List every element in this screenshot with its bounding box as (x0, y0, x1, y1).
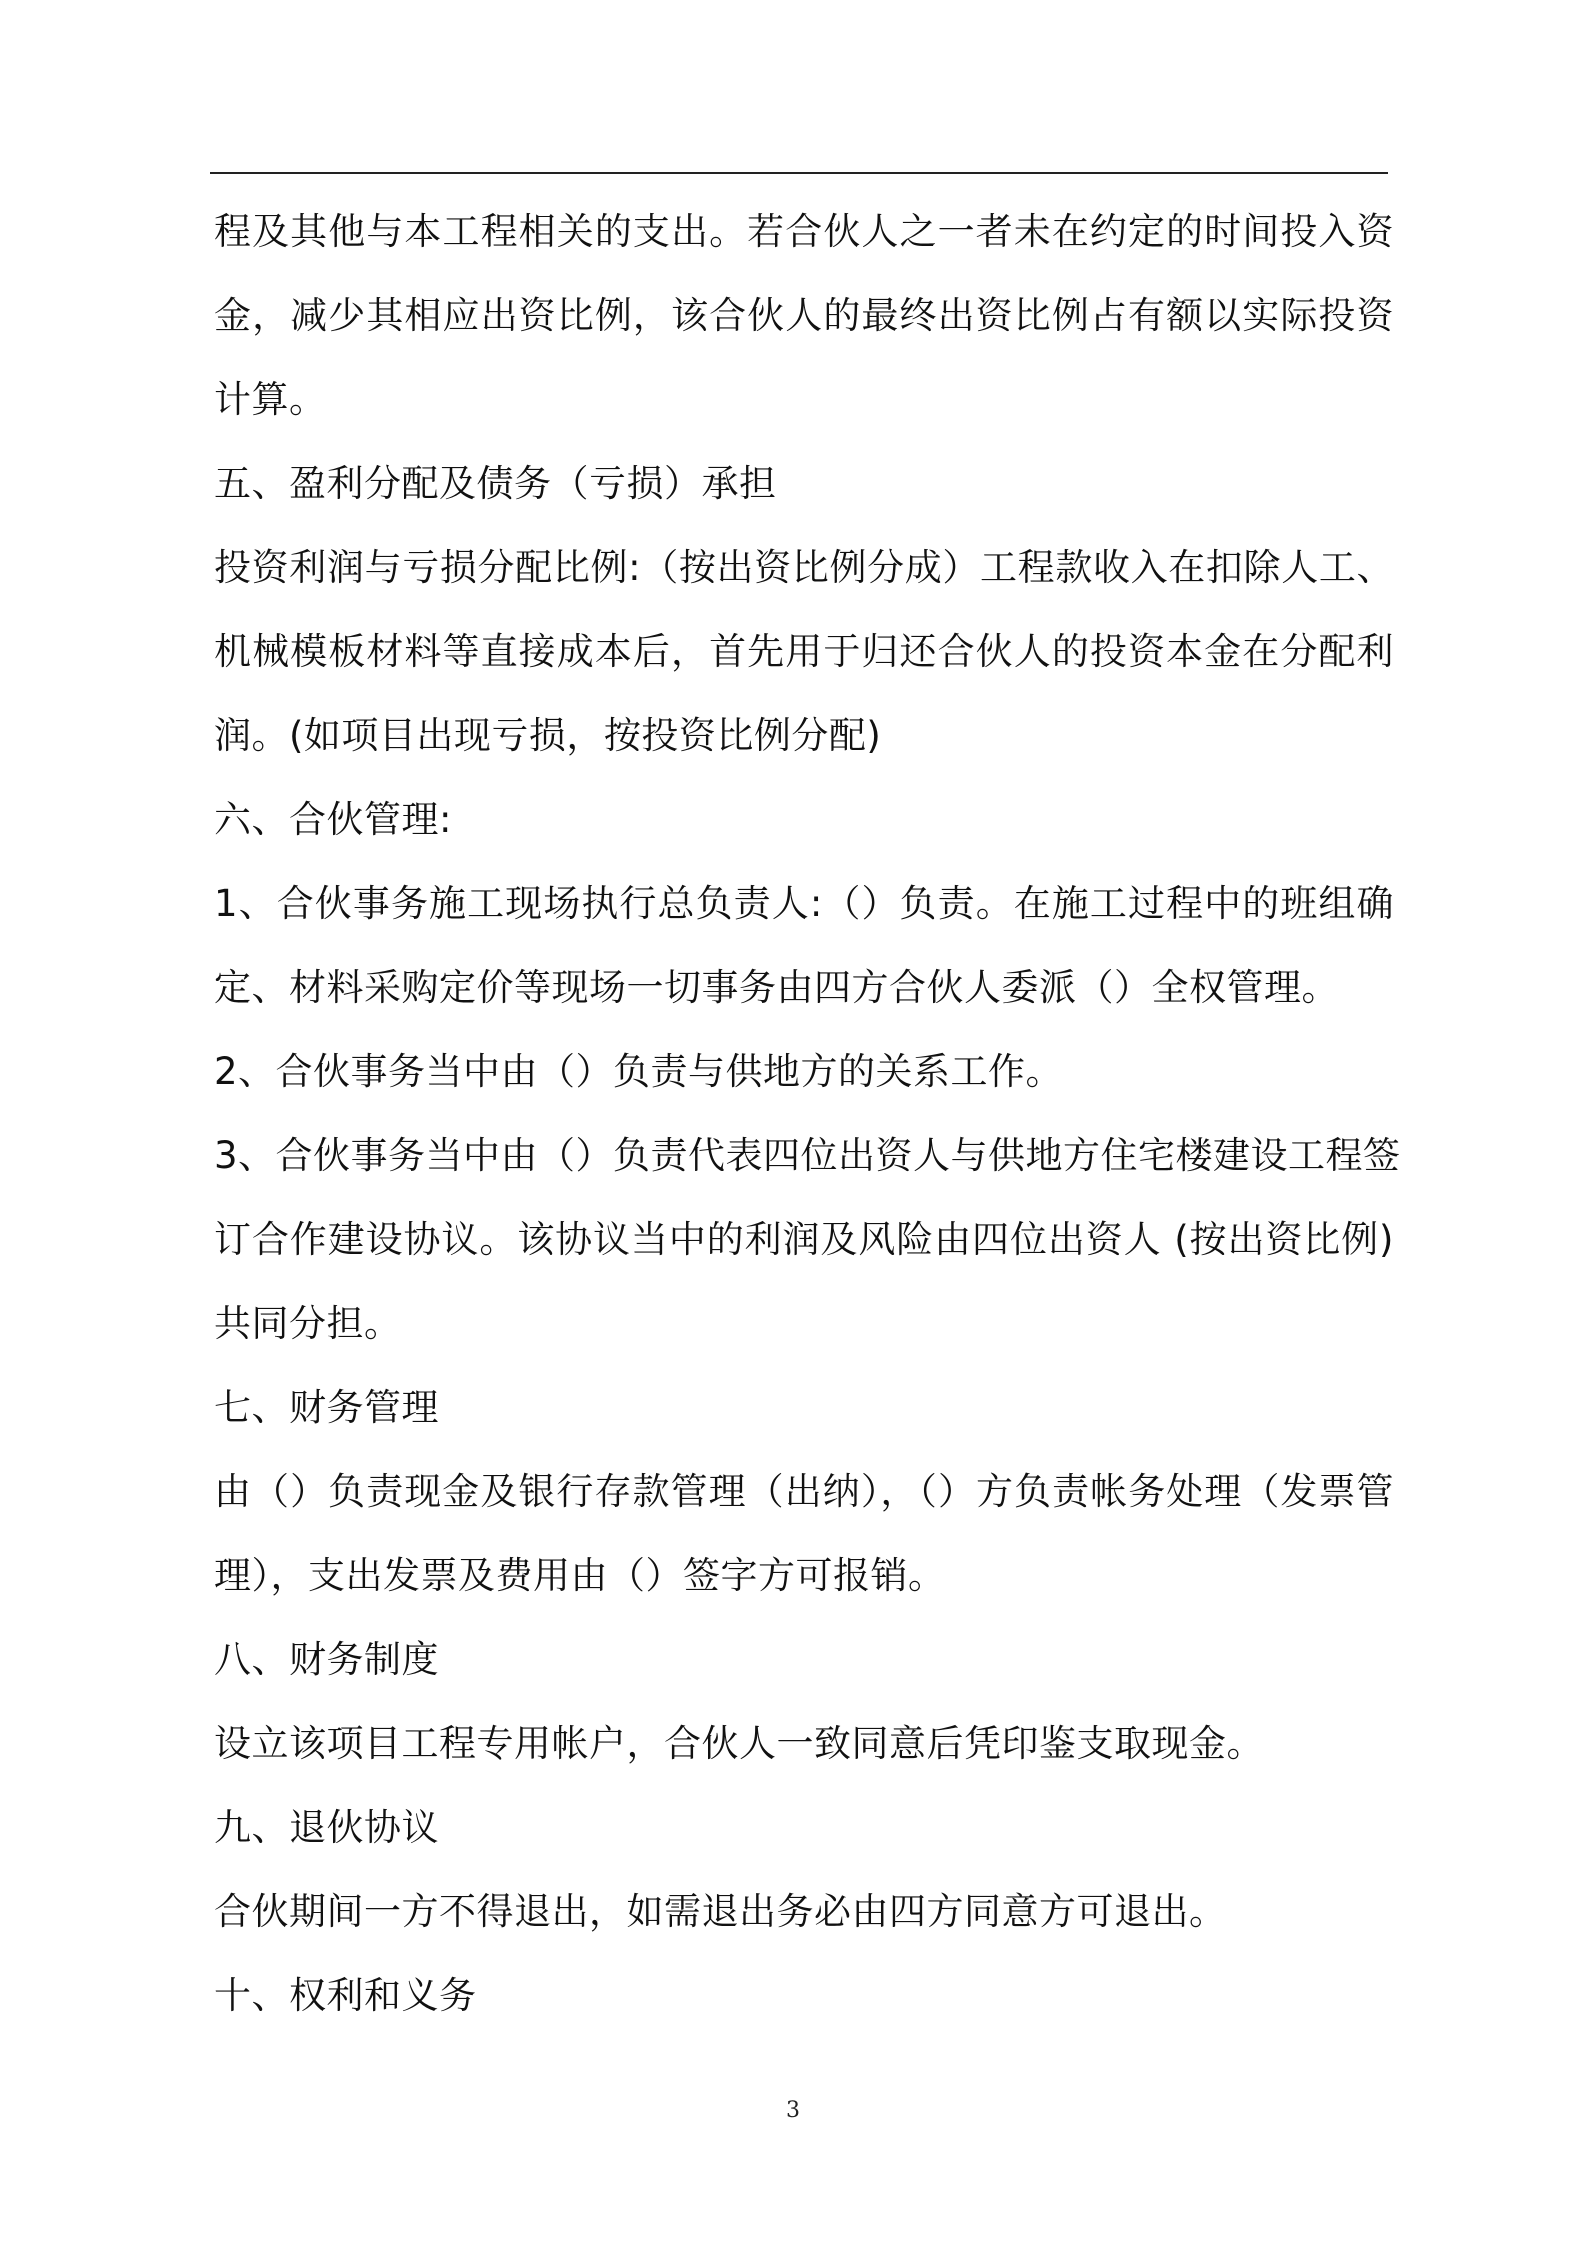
paragraph-line: 机械模板材料等直接成本后，首先用于归还合伙人的投资本金在分配利 (214, 630, 1394, 673)
paragraph-line: 理），支出发票及费用由（）签字方可报销。 (214, 1554, 946, 1597)
section-heading: 八、财务制度 (214, 1638, 439, 1681)
paragraph-line: 由（）负责现金及银行存款管理（出纳），（）方负责帐务处理（发票管 (214, 1470, 1394, 1513)
paragraph-line: 3、合伙事务当中由（）负责代表四位出资人与供地方住宅楼建设工程签 (214, 1134, 1401, 1177)
section-heading: 七、财务管理 (214, 1386, 439, 1429)
header-rule (210, 172, 1388, 174)
paragraph-line: 定、材料采购定价等现场一切事务由四方合伙人委派（）全权管理。 (214, 966, 1339, 1009)
paragraph-line: 共同分担。 (214, 1302, 402, 1345)
paragraph-line: 金，减少其相应出资比例，该合伙人的最终出资比例占有额以实际投资 (214, 294, 1394, 337)
paragraph-line: 设立该项目工程专用帐户，合伙人一致同意后凭印鉴支取现金。 (214, 1722, 1264, 1765)
paragraph-line: 1、合伙事务施工现场执行总负责人:（）负责。在施工过程中的班组确 (214, 882, 1394, 925)
paragraph-line: 润。(如项目出现亏损，按投资比例分配) (214, 714, 882, 757)
page-number: 3 (786, 2098, 800, 2123)
paragraph-line: 合伙期间一方不得退出，如需退出务必由四方同意方可退出。 (214, 1890, 1227, 1933)
paragraph-line: 投资利润与亏损分配比例:（按出资比例分成）工程款收入在扣除人工、 (214, 546, 1394, 589)
paragraph-line: 订合作建设协议。该协议当中的利润及风险由四位出资人 (按出资比例) (214, 1218, 1394, 1261)
section-heading: 五、盈利分配及债务（亏损）承担 (214, 462, 777, 505)
paragraph-line: 程及其他与本工程相关的支出。若合伙人之一者未在约定的时间投入资 (214, 210, 1394, 253)
paragraph-line: 计算。 (214, 378, 327, 421)
section-heading: 十、权利和义务 (214, 1974, 477, 2017)
section-heading: 六、合伙管理: (214, 798, 452, 841)
section-heading: 九、退伙协议 (214, 1806, 439, 1849)
paragraph-line: 2、合伙事务当中由（）负责与供地方的关系工作。 (214, 1050, 1064, 1093)
document-body (214, 190, 1401, 2038)
